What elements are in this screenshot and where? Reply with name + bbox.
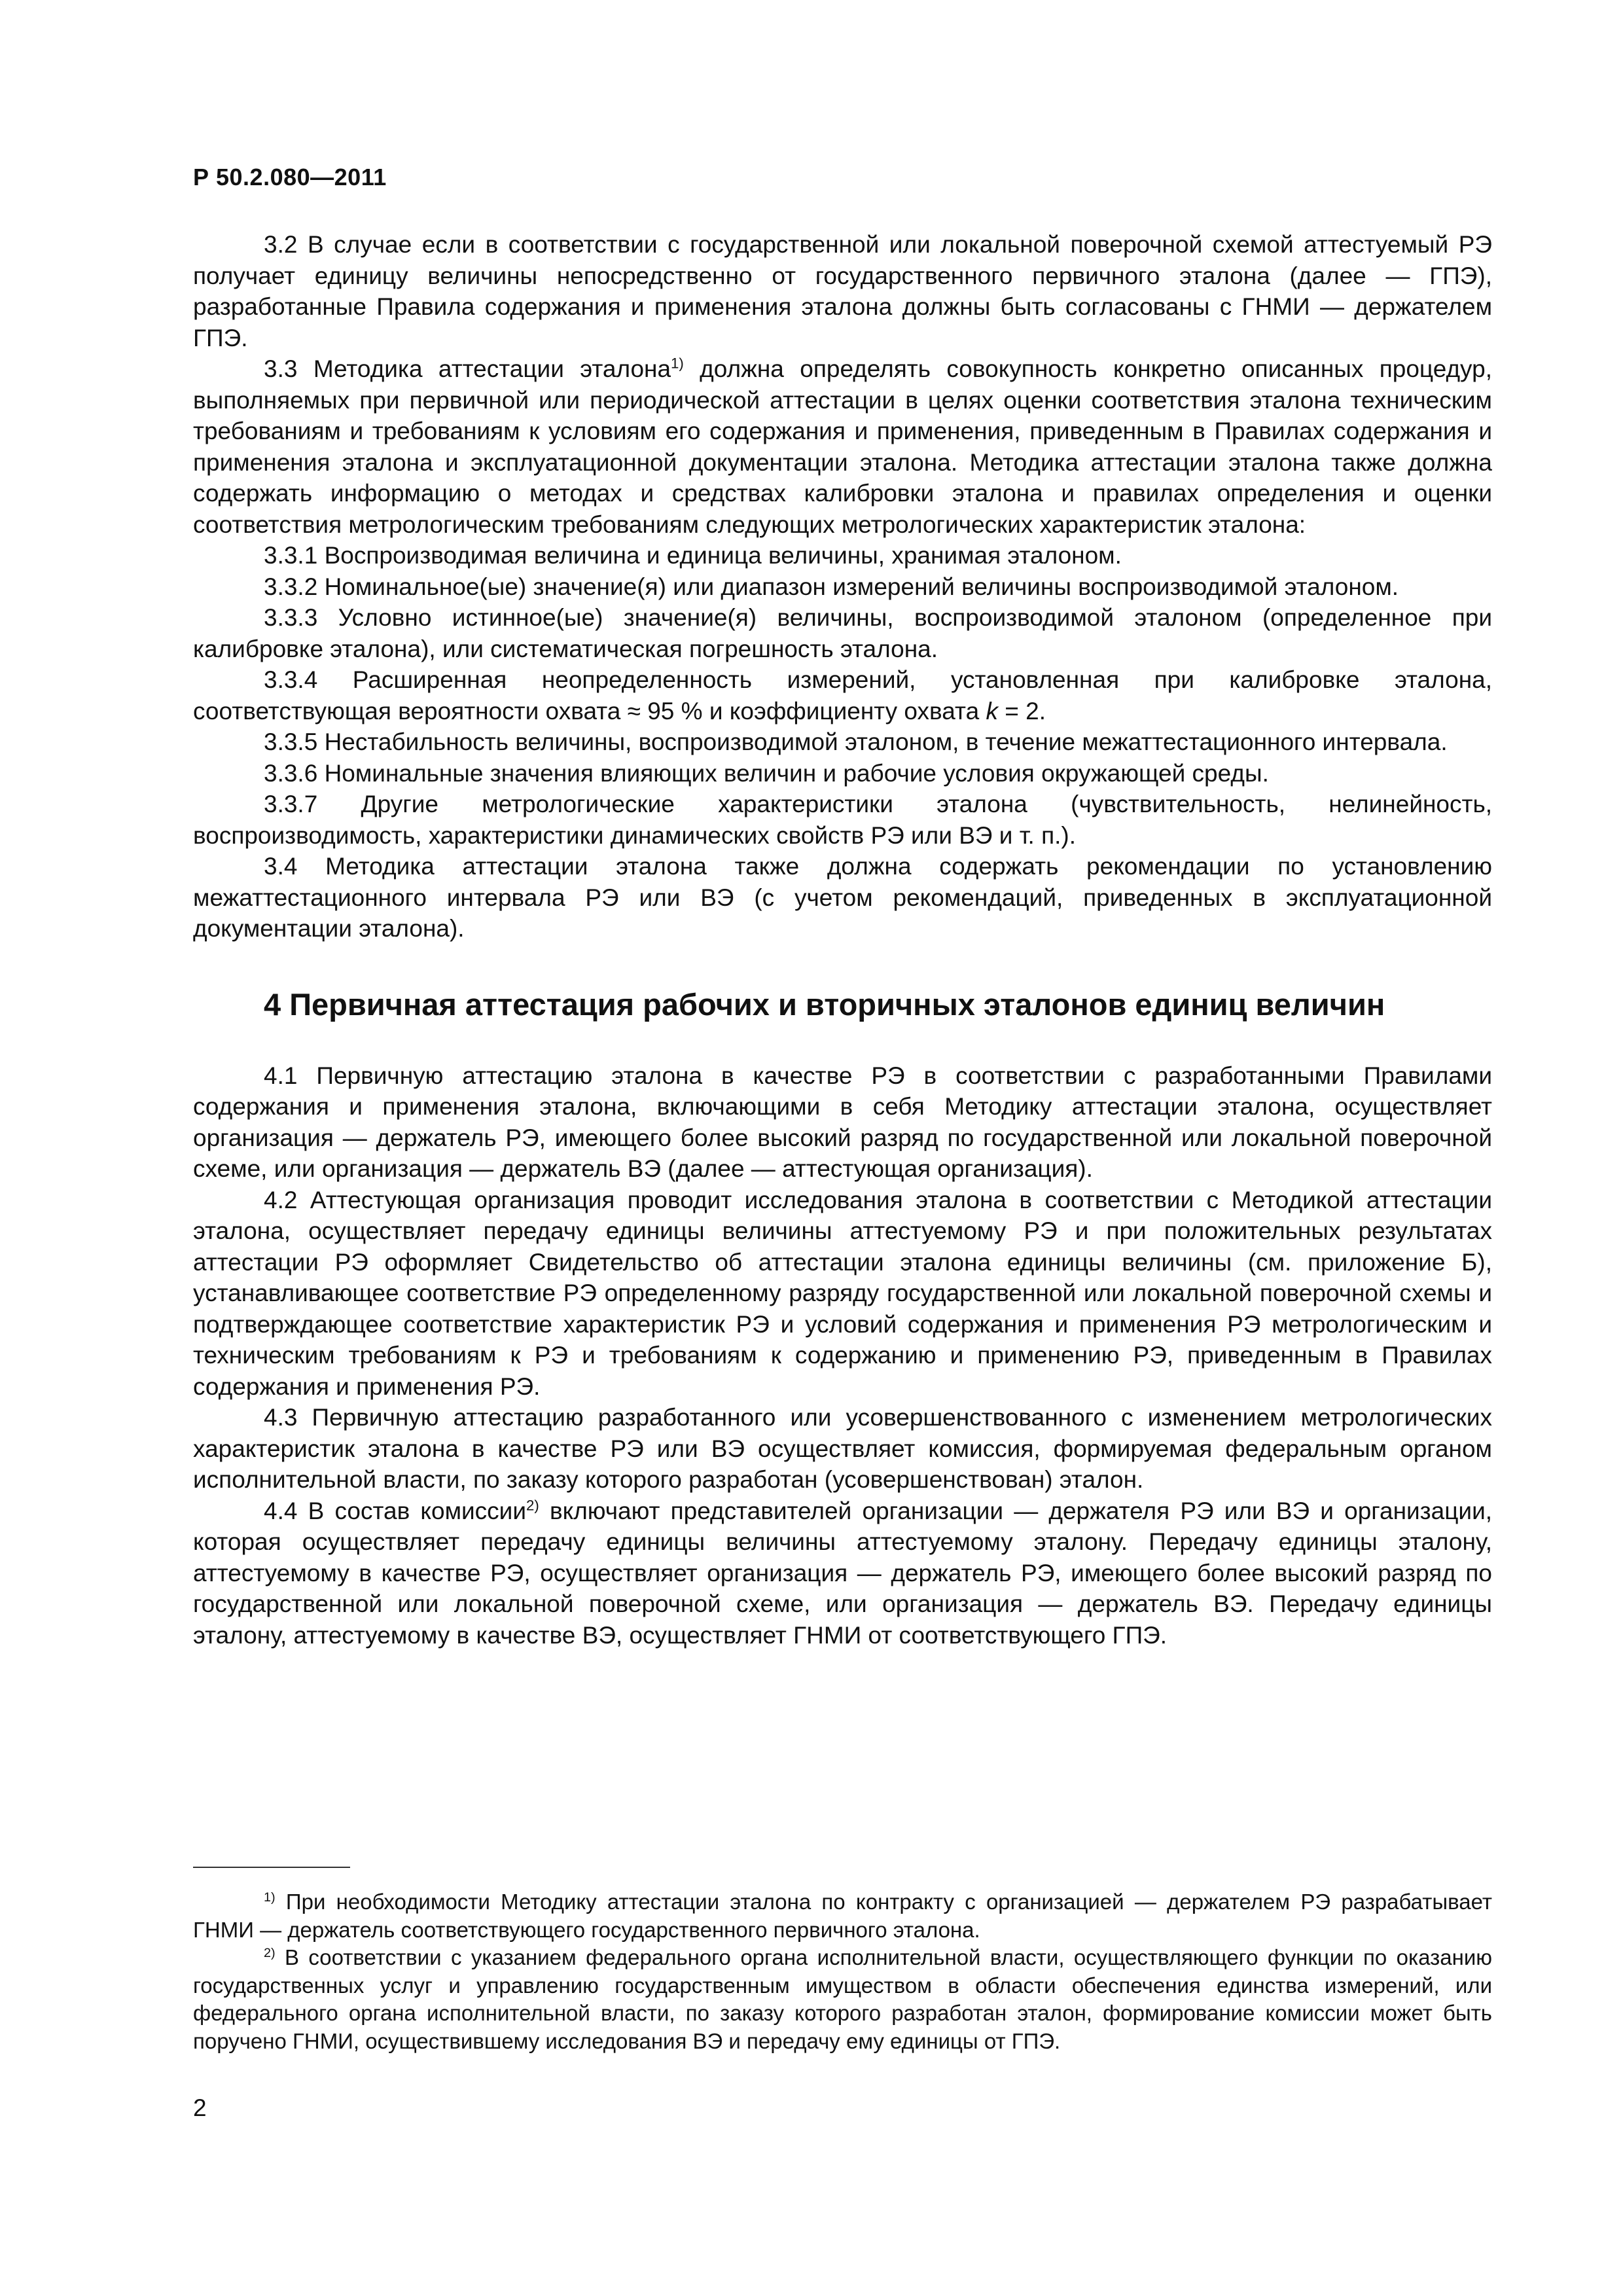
paragraph-3-3-1: 3.3.1 Воспроизводимая величина и единица величины, хранимая эталоном. [264,542,1122,569]
paragraph-3-3-start: 3.3 Методика аттестации эталона [264,355,671,382]
footnote-2-text: В соответствии с указанием федерального органа исполнительной власти, осуществляющего функции по оказанию государственных услуг и управлению государственным имуществом в области обеспечения единства измерений, или федерального органа исполнительной власти, по заказу которого разработан эталон, формирование комиссии может быть поручено ГНМИ, осуществившему исследования ВЭ и передачу ему единицы от ГПЭ. [193,1945,1492,2053]
paragraph-3-3-6: 3.3.6 Номинальные значения влияющих величин и рабочие условия окружающей среды. [264,759,1269,787]
paragraph-3-3-3: 3.3.3 Условно истинное(ые) значение(я) величины, воспроизводимой эталоном (определенное при калибровке эталона), или систематическая погрешность эталона. [193,604,1492,662]
paragraph-4-4-rest: включают представителей организации — держателя РЭ или ВЭ и организации, которая осуществляет передачу единицы величины аттестуемому эталону. Передачу единицы эталону, аттестуемому в качестве РЭ, осуществляет организация — держатель РЭ, имеющего более высокий разряд по государственной или локальной поверочной схеме, или организация — держатель ВЭ. Передачу единицы эталону, аттестуемому в качестве ВЭ, осуществляет ГНМИ от соответствующего ГПЭ. [193,1497,1493,1649]
footnote-2 [193,1944,1492,2055]
footnotes [193,1888,1492,2055]
paragraph-3-3-7: 3.3.7 Другие метрологические характеристики эталона (чувствительность, нелинейность, воспроизводимость, характеристики динамических свойств РЭ или ВЭ и т. п.). [193,791,1492,849]
paragraph-3-3-rest: должна определять совокупность конкретно описанных процедур, выполняемых при первичной или периодической аттестации в целях оценки соответствия эталона техническим требованиям и требованиям к условиям его содержания и применения, приведенным в Правилах содержания и применения эталона и эксплуатационной документации эталона. Методика аттестации эталона также должна содержать информацию о методах и средствах калибровки эталона и правилах определения и оценки соответствия метрологическим требованиям следующих метрологических характеристик эталона: [193,355,1492,538]
paragraph-4-4-start: 4.4 В состав комиссии [264,1497,527,1524]
paragraph-4-2: 4.2 Аттестующая организация проводит исследования эталона в соответствии с Методикой аттестации эталона, осуществляет передачу единицы величины аттестуемому РЭ и при положительных результатах аттестации РЭ оформляет Свидетельство об аттестации эталона единицы величины (см. приложение Б), устанавливающее соответствие РЭ определенному разряду государственной или локальной поверочной схемы и подтверждающее соответствие характеристик РЭ и условий содержания и применения РЭ метрологическим и техническим требованиям к РЭ и требованиям к содержанию и применению РЭ, приведенным в Правилах содержания и применения РЭ. [193,1186,1492,1400]
paragraph-3-3-4-text: 3.3.4 Расширенная неопределенность измерений, установленная при калибровке эталона, соответствующая вероятности охвата ≈ 95 % и коэффициенту охвата [193,666,1492,725]
footnote-1-text: При необходимости Методику аттестации эталона по контракту с организацией — держателем РЭ разрабатывает ГНМИ — держатель соответствующего государственного первичного эталона. [193,1890,1493,1942]
footnote-1-mark: 1) [264,1890,276,1905]
paragraph-3-4: 3.4 Методика аттестации эталона также должна содержать рекомендации по установлению межаттестационного интервала РЭ или ВЭ (с учетом рекомендаций, приведенных в эксплуатационной документации эталона). [193,853,1492,942]
page-number: 2 [193,2094,207,2121]
footnote-ref-1: 1) [671,355,684,372]
coverage-factor-value: = 2. [1005,697,1046,725]
page-body [193,229,1492,1651]
document-code: Р 50.2.080—2011 [193,164,387,190]
paragraph-3-3-4 [193,664,1492,726]
paragraph-3-3 [193,353,1492,540]
paragraph-3-3-2: 3.3.2 Номинальное(ые) значение(я) или диапазон измерений величины воспроизводимой эталоном. [264,573,1399,600]
paragraph-3-2: 3.2 В случае если в соответствии с государственной или локальной поверочной схемой аттестуемый РЭ получает единицу величины непосредственно от государственного первичного эталона (далее — ГПЭ), разработанные Правила содержания и применения эталона должны быть согласованы с ГНМИ — держателем ГПЭ. [193,231,1492,351]
footnote-2-mark: 2) [264,1946,276,1960]
section-4-heading: 4 Первичная аттестация рабочих и вторичных эталонов единиц величин [264,986,1385,1022]
paragraph-4-1: 4.1 Первичную аттестацию эталона в качестве РЭ в соответствии с разработанными Правилами содержания и применения эталона, включающими в себя Методику аттестации эталона, осуществляет организация — держатель РЭ, имеющего более высокий разряд по государственной или локальной поверочной схеме, или организация — держатель ВЭ (далее — аттестующая организация). [193,1062,1492,1182]
coverage-factor-symbol: k [986,697,998,725]
paragraph-3-3-5: 3.3.5 Нестабильность величины, воспроизводимой эталоном, в течение межаттестационного интервала. [264,728,1448,755]
footnote-1 [193,1888,1492,1944]
paragraph-4-4 [193,1496,1492,1651]
footnote-separator [193,1867,350,1868]
paragraph-4-3: 4.3 Первичную аттестацию разработанного или усовершенствованного с изменением метрологических характеристик эталона в качестве РЭ или ВЭ осуществляет комиссия, формируемая федеральным органом исполнительной власти, по заказу которого разработан (усовершенствован) эталон. [193,1404,1492,1493]
footnote-ref-2: 2) [526,1497,539,1514]
